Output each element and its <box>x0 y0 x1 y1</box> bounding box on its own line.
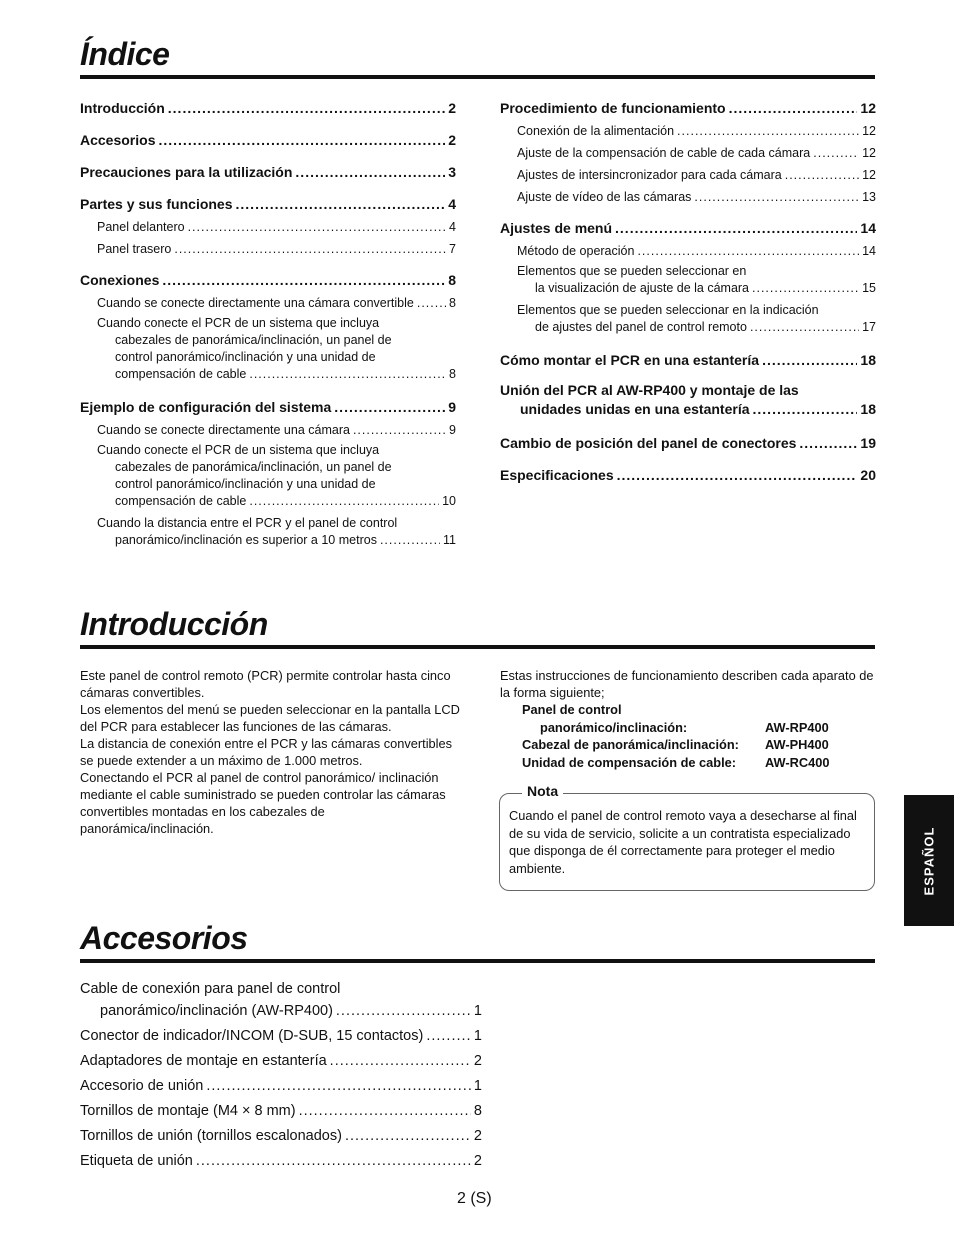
accessories-list <box>80 979 482 1169</box>
accessory-text: Accesorio de unión <box>80 1078 204 1094</box>
toc-entry-text: unidades unidas en una estantería <box>520 401 750 417</box>
dot-leader <box>168 100 445 116</box>
toc-sub-entry <box>80 217 456 234</box>
toc-entry-text: Cuando se conecte directamente una cámara <box>97 423 350 437</box>
toc-right-column <box>500 97 876 483</box>
language-tab-label: ESPAÑOL <box>921 826 937 895</box>
model-label: Panel de control <box>522 702 622 717</box>
model-code: AW-RC400 <box>765 754 830 770</box>
accessory-quantity: 2 <box>473 1153 482 1169</box>
toc-main-entry <box>80 269 456 288</box>
accessory-item <box>80 1024 482 1044</box>
dot-leader <box>615 220 857 236</box>
toc-page-number: 18 <box>860 352 876 368</box>
toc-entry-text: Cómo montar el PCR en una estantería <box>500 352 760 368</box>
dot-leader <box>206 1078 471 1094</box>
intro-paragraph: Los elementos del menú se pueden seleccionar en la pantalla LCD del PCR para establecer las funciones de las cámaras. <box>80 702 460 734</box>
toc-entry-text: Elementos que se pueden seleccionar en <box>517 264 747 278</box>
toc-entry-last-line <box>517 280 876 297</box>
toc-entry-text: Ajustes de intersincronizador para cada cámara <box>517 168 782 182</box>
toc-main-entry <box>500 217 876 236</box>
toc-entry-text: Panel trasero <box>97 242 172 256</box>
toc-page-number: 9 <box>449 423 456 437</box>
toc-entry-text: Cuando conecte el PCR de un sistema que incluya <box>97 443 380 457</box>
toc-sub-entry <box>500 143 876 160</box>
toc-page-number: 9 <box>448 399 456 415</box>
accessory-quantity: 8 <box>473 1103 482 1119</box>
toc-main-entry <box>80 97 456 116</box>
toc-entry-text: Cambio de posición del panel de conectores <box>500 435 797 451</box>
accessory-item <box>80 1099 482 1119</box>
intro-heading-rule <box>80 645 875 649</box>
toc-entry-text: Panel delantero <box>97 220 185 234</box>
accessory-line <box>80 1149 482 1169</box>
dot-leader <box>785 168 859 182</box>
model-row-rc400 <box>522 754 876 772</box>
dot-leader <box>799 435 857 451</box>
toc-entry-text: Partes y sus funciones <box>80 196 233 212</box>
dot-leader <box>345 1128 471 1144</box>
toc-main-entry <box>80 193 456 212</box>
toc-entry-text: control panorámico/inclinación y una unidad de <box>115 350 376 364</box>
intro-paragraph: Conectando el PCR al panel de control panorámico/ inclinación mediante el cable suministrado se pueden controlar las cámaras convertibles montadas en los cabezales de panorámica/inclinación. <box>80 770 446 836</box>
index-heading-rule <box>80 75 875 79</box>
toc-entry-text: Especificaciones <box>500 467 614 483</box>
toc-entry-text: de ajustes del panel de control remoto <box>535 320 747 334</box>
intro-right-text <box>500 667 876 771</box>
toc-page-number: 8 <box>449 296 456 310</box>
toc-sub-entry <box>500 165 876 182</box>
accessory-text: Conector de indicador/INCOM (D-SUB, 15 contactos) <box>80 1028 424 1044</box>
toc-sub-entry <box>500 263 876 297</box>
note-label: Nota <box>522 783 563 799</box>
toc-entry-last-line <box>517 319 876 336</box>
dot-leader <box>353 423 446 437</box>
dot-leader <box>417 296 446 310</box>
dot-leader <box>694 190 859 204</box>
toc-entry-last-line <box>97 532 456 549</box>
toc-main-entry <box>500 381 876 419</box>
intro-left-text <box>80 667 460 837</box>
toc-page-number: 14 <box>862 244 876 258</box>
toc-entry-text: la visualización de ajuste de la cámara <box>535 281 750 295</box>
toc-page-number: 19 <box>860 435 876 451</box>
toc-entry-text: Elementos que se pueden seleccionar en la indicación <box>517 303 819 317</box>
accessory-item <box>80 1124 482 1144</box>
toc-left-column <box>80 97 456 549</box>
toc-entry-text: control panorámico/inclinación y una unidad de <box>115 477 376 491</box>
dot-leader <box>380 532 440 549</box>
accessory-line <box>80 999 482 1019</box>
toc-page-number: 2 <box>448 132 456 148</box>
toc-page-number: 20 <box>860 467 876 483</box>
toc-page-number: 12 <box>860 100 876 116</box>
dot-leader <box>330 1053 471 1069</box>
toc-sub-entry <box>80 515 456 549</box>
toc-entry-text: Método de operación <box>517 244 635 258</box>
model-code: AW-RP400 <box>765 719 829 735</box>
toc-entry-text: Procedimiento de funcionamiento <box>500 100 726 116</box>
toc-entry-text: Accesorios <box>80 132 156 148</box>
toc-entry-text: compensación de cable <box>115 494 247 508</box>
note-text: Cuando el panel de control remoto vaya a desecharse al final de su vida de servicio, solicite a un contratista especializado que disponga de él correctamente para proteger el medio ambiente. <box>509 808 857 876</box>
intro-paragraph: La distancia de conexión entre el PCR y las cámaras convertibles se puede extender a un máximo de 1.000 metros. <box>80 736 453 768</box>
toc-sub-entry <box>500 121 876 138</box>
toc-entry-text: Conexión de la alimentación <box>517 124 675 138</box>
toc-page-number: 12 <box>862 146 876 160</box>
toc-sub-entry <box>80 239 456 256</box>
dot-leader <box>236 196 446 212</box>
accessory-item <box>80 1074 482 1094</box>
dot-leader <box>750 319 859 336</box>
accessory-quantity: 1 <box>473 1028 482 1044</box>
toc-entry-last-line <box>97 493 456 510</box>
toc-main-entry <box>500 432 876 451</box>
toc-main-entry <box>500 97 876 116</box>
dot-leader <box>813 146 859 160</box>
model-row-rp400 <box>522 701 876 736</box>
toc-page-number: 15 <box>862 281 876 295</box>
toc-entry-text: Ajuste de la compensación de cable de cada cámara <box>517 146 811 160</box>
page-number: 2 (S) <box>457 1190 492 1207</box>
toc-entry-text: cabezales de panorámica/inclinación, un panel de <box>115 333 392 347</box>
toc-entry-text: cabezales de panorámica/inclinación, un panel de <box>115 460 392 474</box>
dot-leader <box>336 1003 471 1019</box>
model-code: AW-PH400 <box>765 737 829 752</box>
model-label: panorámico/inclinación: <box>540 719 688 735</box>
accessory-quantity: 2 <box>473 1128 482 1144</box>
toc-page-number: 4 <box>449 220 456 234</box>
dot-leader <box>637 244 859 258</box>
accessory-line <box>80 1024 482 1044</box>
intro-heading: Introducción <box>80 606 268 642</box>
toc-page-number: 4 <box>448 196 456 212</box>
toc-entry-last-line <box>500 400 876 419</box>
accessory-line <box>80 1049 482 1069</box>
accessory-text: Tornillos de montaje (M4 × 8 mm) <box>80 1103 296 1119</box>
toc-entry-text: Ejemplo de configuración del sistema <box>80 399 332 415</box>
toc-sub-entry <box>500 302 876 336</box>
toc-page-number: 8 <box>449 367 456 381</box>
dot-leader <box>426 1028 471 1044</box>
dot-leader <box>295 164 445 180</box>
toc-page-number: 8 <box>448 272 456 288</box>
dot-leader <box>752 280 859 297</box>
toc-entry-text: Cuando la distancia entre el PCR y el panel de control <box>97 516 398 530</box>
toc-entry-text: Introducción <box>80 100 165 116</box>
accessories-heading-rule <box>80 959 875 963</box>
toc-main-entry <box>80 161 456 180</box>
toc-page-number: 2 <box>448 100 456 116</box>
accessory-quantity: 2 <box>473 1053 482 1069</box>
toc-entry-text: Ajuste de vídeo de las cámaras <box>517 190 692 204</box>
accessory-text: panorámico/inclinación (AW-RP400) <box>100 1003 333 1019</box>
accessory-line <box>80 1099 482 1119</box>
toc-entry-text: Unión del PCR al AW-RP400 y montaje de las <box>500 382 799 398</box>
toc-main-entry <box>500 349 876 368</box>
toc-page-number: 14 <box>860 220 876 236</box>
toc-page-number: 11 <box>443 533 456 547</box>
toc-page-number: 12 <box>862 124 876 138</box>
accessory-text: Etiqueta de unión <box>80 1153 193 1169</box>
language-tab <box>904 795 954 926</box>
dot-leader <box>617 467 858 483</box>
intro-paragraph: Este panel de control remoto (PCR) permite controlar hasta cinco cámaras convertibles. <box>80 668 451 700</box>
toc-main-entry <box>80 396 456 415</box>
model-label: Cabezal de panorámica/inclinación: <box>522 737 739 752</box>
toc-page-number: 7 <box>449 242 456 256</box>
toc-sub-entry <box>500 187 876 204</box>
dot-leader <box>753 400 858 419</box>
index-heading: Índice <box>80 36 170 72</box>
dot-leader <box>196 1153 471 1169</box>
intro-right-paragraph: Estas instrucciones de funcionamiento describen cada aparato de la forma siguiente; <box>500 668 874 700</box>
accessory-item <box>80 1049 482 1069</box>
toc-page-number: 18 <box>860 401 876 417</box>
toc-main-entry <box>80 129 456 148</box>
toc-entry-text: compensación de cable <box>115 367 247 381</box>
toc-sub-entry <box>80 293 456 310</box>
accessories-heading: Accesorios <box>80 920 248 956</box>
accessory-quantity: 1 <box>473 1078 482 1094</box>
dot-leader <box>299 1103 471 1119</box>
dot-leader <box>174 242 446 256</box>
toc-main-entry <box>500 464 876 483</box>
toc-entry-last-line <box>97 366 456 383</box>
dot-leader <box>249 366 446 383</box>
dot-leader <box>334 399 445 415</box>
accessory-text: Cable de conexión para panel de control <box>80 981 341 997</box>
toc-sub-entry <box>80 315 456 383</box>
accessory-text: Adaptadores de montaje en estantería <box>80 1053 327 1069</box>
toc-entry-text: Ajustes de menú <box>500 220 613 236</box>
dot-leader <box>158 132 445 148</box>
toc-entry-text: Precauciones para la utilización <box>80 164 293 180</box>
toc-sub-entry <box>500 241 876 258</box>
toc-sub-entry <box>80 442 456 510</box>
toc-page-number: 3 <box>448 164 456 180</box>
accessory-line <box>80 1124 482 1144</box>
accessory-item <box>80 979 482 1019</box>
toc-entry-text: Cuando se conecte directamente una cámara convertible <box>97 296 414 310</box>
model-row-ph400 <box>522 736 876 754</box>
toc-entry-text: Conexiones <box>80 272 160 288</box>
toc-page-number: 17 <box>862 320 876 334</box>
toc-entry-text: Cuando conecte el PCR de un sistema que incluya <box>97 316 380 330</box>
model-list <box>500 701 876 771</box>
dot-leader <box>188 220 446 234</box>
dot-leader <box>162 272 445 288</box>
toc-page-number: 10 <box>442 494 456 508</box>
accessory-item <box>80 1149 482 1169</box>
accessory-line <box>80 1074 482 1094</box>
accessory-text: Tornillos de unión (tornillos escalonados) <box>80 1128 342 1144</box>
dot-leader <box>677 124 859 138</box>
dot-leader <box>762 352 857 368</box>
model-label: Unidad de compensación de cable: <box>522 754 737 770</box>
toc-sub-entry <box>80 420 456 437</box>
dot-leader <box>249 493 439 510</box>
toc-page-number: 13 <box>862 190 876 204</box>
dot-leader <box>729 100 858 116</box>
accessory-quantity: 1 <box>473 1003 482 1019</box>
toc-entry-text: panorámico/inclinación es superior a 10 metros <box>115 533 377 547</box>
toc-page-number: 12 <box>862 168 876 182</box>
